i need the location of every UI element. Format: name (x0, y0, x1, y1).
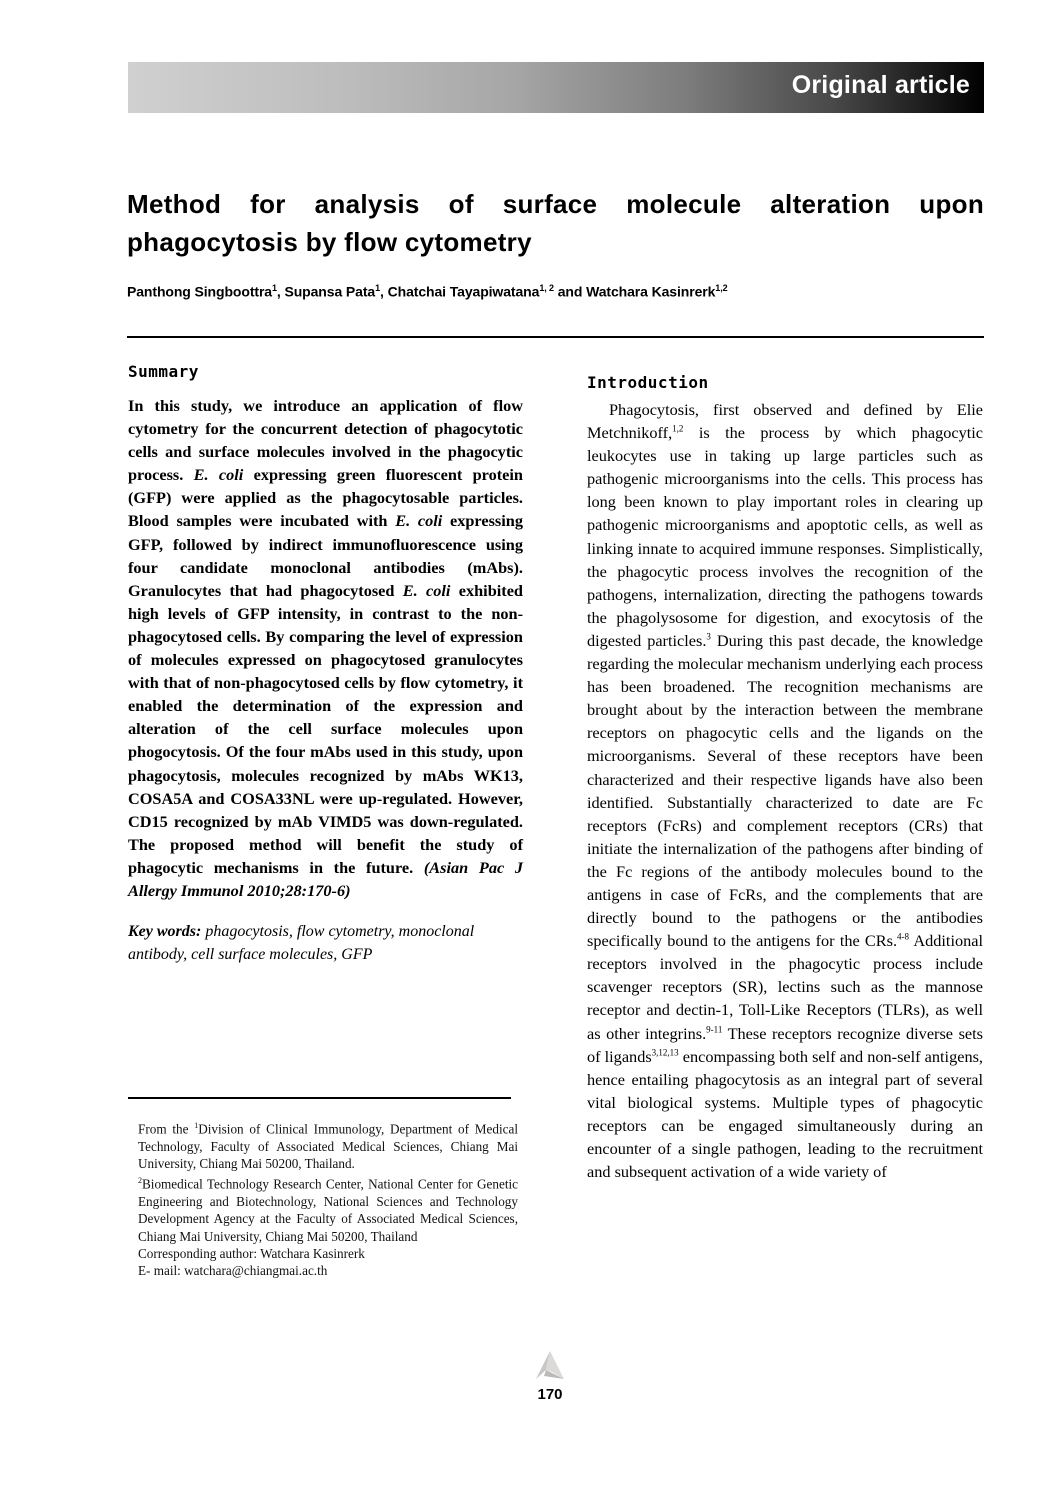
summary-heading: Summary (128, 362, 199, 381)
affiliation-1 (138, 1117, 518, 1172)
intro-text-part: Additional receptors involved in the phagocytic process include scavenger receptors (SR), lectins such as the mannose receptor and dectin-1, Toll-Like Receptors (TLRs), as well as other integrins. (587, 931, 984, 1043)
keywords (128, 920, 523, 966)
intro-text-part: These receptors recognize diverse sets of ligands (587, 1023, 983, 1066)
reference-marker[interactable]: 1,2 (672, 423, 684, 434)
author-name: Supansa Pata (284, 283, 376, 300)
reference-marker[interactable]: 9-11 (706, 1024, 723, 1035)
affiliation-2 (138, 1172, 518, 1245)
intro-text-part: During this past decade, the knowledge regarding the molecular mechanism underlying each process has been broadened. The recognition mechanisms are brought about by the interaction between the membrane receptors on phagocytic cells and the ligands on the microorganisms. Several of these receptors have been characterized and their respective ligands have also been identified. Substantially characterized to date are Fc receptors (FcRs) and complement receptors (CRs) that initiate the internalization of the pathogens after binding of the Fc regions of the antibody molecules bound to the antigens in case of FcRs, and the complements that are directly bound to the pathogens or the antibodies specifically bound to the antigens for the CRs. (587, 630, 983, 951)
author-separator: and (553, 283, 587, 300)
summary-abstract (128, 394, 523, 902)
author-affiliation: 1 (271, 283, 277, 293)
summary-text-part: expressing green fluorescent protein (GFP) were applied as the phagocytosable particles. Blood samples were incubated with (128, 465, 523, 531)
species-name: E. coli (193, 465, 244, 485)
author-separator: , (380, 283, 388, 300)
left-column (128, 362, 523, 966)
article-type-banner (128, 62, 984, 113)
reference-marker[interactable]: 3 (706, 631, 711, 642)
affiliation-text: Biomedical Technology Research Center, National Center for Genetic Engineering and Biotechnology, National Sciences and Technology Development Agency at the Faculty of Associated Medical Sciences, Chiang Mai University, Chiang Mai 50200, Thailand (138, 1176, 518, 1244)
author-name: Chatchai Tayapiwatana (387, 283, 540, 300)
affiliation-prefix: From the (138, 1121, 195, 1137)
article-title: Method for analysis of surface molecule alteration upon phagocytosis by flow cytometry (127, 189, 984, 258)
corresponding-author: Corresponding author: Watchara Kasinrerk (138, 1245, 365, 1261)
author-affiliation: 1,2 (715, 283, 728, 293)
affiliation-footnote (138, 1117, 518, 1279)
species-name: E. coli (395, 511, 443, 531)
introduction-paragraph (587, 398, 983, 1183)
author-name: Watchara Kasinrerk (586, 283, 716, 300)
footnote-divider (128, 1097, 511, 1099)
author-name: Panthong Singboottra (127, 283, 272, 300)
affiliation-text: Division of Clinical Immunology, Department of Medical Technology, Faculty of Associated Medical Sciences, Chiang Mai University, Chiang Mai 50200, Thailand. (138, 1121, 518, 1171)
contact-email[interactable]: E- mail: watchara@chiangmai.ac.th (138, 1263, 328, 1279)
affiliation-marker: 1 (194, 1121, 199, 1130)
species-name: E. coli (402, 580, 451, 600)
header-divider (127, 336, 984, 338)
author-affiliation: 1 (375, 283, 381, 293)
author-separator: , (276, 283, 285, 300)
intro-text-part: is the process by which phagocytic leukocytes use in taking up large particles such as pathogenic microorganisms into the cells. This process has long been known to play important roles in clearing up pathogenic microorganisms and apoptotic cells, as well as linking innate to acquired immune responses. Simplistically, the phagocytic process involves the recognition of the pathogens, internalization, directing the pathogens towards the phagolysosome for digestion, and exocytosis of the digested particles. (587, 423, 983, 650)
keywords-label: Key words: (128, 923, 202, 941)
introduction-heading: Introduction (587, 373, 709, 392)
article-type-label: Original article (791, 71, 970, 99)
author-list (127, 283, 987, 300)
affiliation-marker: 2 (138, 1176, 142, 1186)
journal-logo-icon (534, 1350, 566, 1380)
summary-text-part: In this study, we introduce an application of flow cytometry for the concurrent detection of phagocytotic cells and surface molecules involved in the phagocytic process. (128, 396, 523, 485)
reference-marker[interactable]: 3,12,13 (651, 1047, 679, 1058)
reference-marker[interactable]: 4-8 (897, 931, 910, 942)
journal-citation: (Asian Pac J Allergy Immunol 2010;28:170-6) (128, 857, 523, 900)
right-column (587, 373, 983, 1183)
intro-text-part: Phagocytosis, first observed and defined by Elie Metchnikoff, (587, 400, 983, 443)
page-number: 170 (537, 1386, 563, 1403)
intro-text-part: encompassing both self and non-self antigens, hence entailing phagocytosis as an integral part of several vital biological systems. Multiple types of phagocytic receptors can be engaged simultaneously during an encounter of a single pathogen, leading to the recruitment and subsequent activation of a wide variety of (587, 1046, 983, 1182)
author-affiliation: 1, 2 (539, 283, 554, 293)
keywords-text: phagocytosis, flow cytometry, monoclonal antibody, cell surface molecules, GFP (128, 923, 475, 964)
summary-text-part: exhibited high levels of GFP intensity, in contrast to the non-phagocytosed cells. By comparing the level of expression of molecules expressed on phagocytosed granulocytes with that of non-phagocytosed cells by flow cytometry, it enabled the determination of the expression and alteration of the cell surface molecules upon phogocytosis. Of the four mAbs used in this study, upon phagocytosis, molecules recognized by mAbs WK13, COSA5A and COSA33NL were up-regulated. However, CD15 recognized by mAb VIMD5 was down-regulated. The proposed method will benefit the study of phagocytic mechanisms in the future. (128, 580, 523, 877)
summary-text-part: expressing GFP, followed by indirect immunofluorescence using four candidate monoclonal antibodies (mAbs). Granulocytes that had phagocytosed (128, 511, 523, 600)
